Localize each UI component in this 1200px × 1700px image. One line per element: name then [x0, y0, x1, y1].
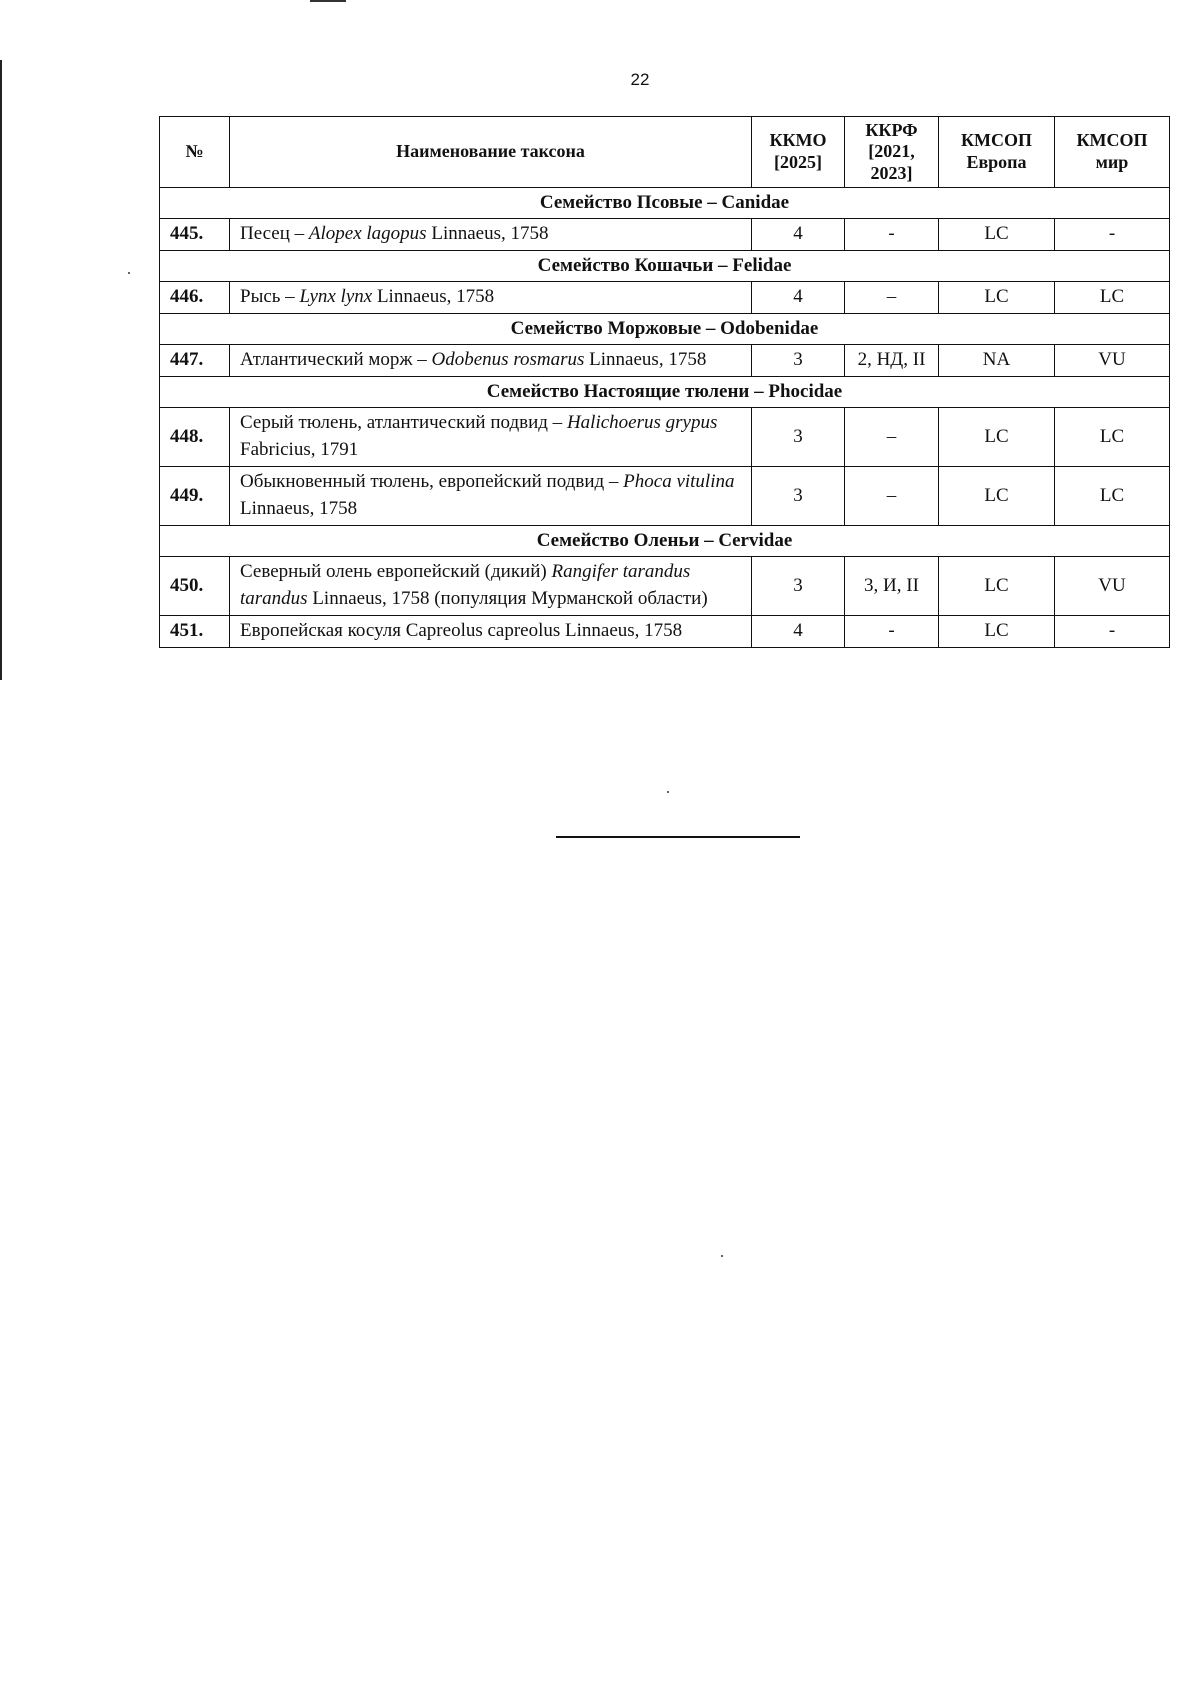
taxa-table-body [160, 188, 1170, 648]
kkrf-category: – [845, 281, 939, 313]
kkrf-category: - [845, 615, 939, 647]
kkrf-category: - [845, 219, 939, 251]
table-row [160, 344, 1170, 376]
family-heading: Семейство Оленьи – Cervidae [160, 525, 1170, 556]
iucn-world-status: VU [1055, 556, 1170, 615]
kkrf-category: 3, И, II [845, 556, 939, 615]
kkmo-category: 4 [752, 281, 845, 313]
family-row [160, 313, 1170, 344]
family-row [160, 250, 1170, 281]
name-text: Linnaeus, 1758 [372, 285, 495, 307]
header-iucn-world [1055, 117, 1170, 188]
iucn-europe-status: LC [939, 556, 1055, 615]
latin-binomial: Phoca vitulina [623, 470, 735, 492]
family-heading: Семейство Псовые – Canidae [160, 188, 1170, 219]
kkrf-category: – [845, 407, 939, 466]
header-kkmo-line1: ККМО [769, 130, 827, 151]
name-text: Европейская косуля Capreolus capreolus Linnaeus, 1758 [240, 619, 683, 641]
scan-speck [721, 1255, 723, 1257]
header-kkmo-line2: [2025] [774, 152, 822, 172]
latin-binomial: Alopex lagopus [308, 223, 427, 244]
family-row [160, 376, 1170, 407]
header-iucn-europe-line1: КМСОП [960, 130, 1033, 151]
table-row [160, 281, 1170, 313]
header-iucn-world-line2: мир [1095, 152, 1129, 172]
latin-binomial: Rangifer tarandus tarandus [240, 560, 691, 609]
family-row [160, 525, 1170, 556]
table-row [160, 466, 1170, 525]
taxon-name [230, 219, 752, 251]
row-number: 445. [160, 219, 230, 251]
taxon-name [230, 556, 752, 615]
iucn-world-status: - [1055, 219, 1170, 251]
iucn-europe-status: LC [939, 466, 1055, 525]
closing-rule [556, 836, 800, 838]
latin-binomial: Odobenus rosmarus [431, 348, 585, 370]
table-row [160, 219, 1170, 251]
header-iucn-europe-line2: Европа [966, 152, 1027, 172]
page-number: 22 [630, 70, 650, 89]
kkmo-category: 3 [752, 466, 845, 525]
table-row [160, 615, 1170, 647]
name-text: Северный олень европейский (дикий) [240, 560, 552, 582]
row-number: 447. [160, 344, 230, 376]
iucn-world-status: LC [1055, 407, 1170, 466]
kkmo-category: 4 [752, 219, 845, 251]
header-kkrf-line1: ККРФ [865, 119, 918, 140]
scan-speck [667, 791, 669, 793]
name-text: Рысь – [240, 285, 300, 307]
name-text: Обыкновенный тюлень, европейский подвид – [240, 470, 624, 492]
row-number: 448. [160, 407, 230, 466]
row-number: 446. [160, 281, 230, 313]
table-row [160, 556, 1170, 615]
name-text: Атлантический морж – [240, 348, 432, 370]
taxon-name [230, 281, 752, 313]
header-kkmo [752, 117, 845, 188]
table-row [160, 407, 1170, 466]
iucn-europe-status: NA [939, 344, 1055, 376]
top-scan-mark [310, 0, 346, 2]
row-number: 450. [160, 556, 230, 615]
header-iucn-world-line1: КМСОП [1076, 130, 1148, 151]
iucn-world-status: VU [1055, 344, 1170, 376]
family-heading: Семейство Настоящие тюлени – Phocidae [160, 376, 1170, 407]
taxon-name [230, 466, 752, 525]
family-row [160, 188, 1170, 219]
iucn-europe-status: LC [939, 219, 1055, 251]
header-kkrf-line2: [2021, [868, 141, 915, 162]
kkmo-category: 3 [752, 344, 845, 376]
iucn-world-status: LC [1055, 466, 1170, 525]
row-number: 451. [160, 615, 230, 647]
kkrf-category: – [845, 466, 939, 525]
name-text: Linnaeus, 1758 (популяция Мурманской области) [307, 587, 708, 609]
kkmo-category: 3 [752, 556, 845, 615]
header-num: № [160, 117, 230, 188]
name-text: Linnaeus, 1758 [240, 497, 358, 519]
taxon-name [230, 344, 752, 376]
row-number: 449. [160, 466, 230, 525]
family-heading: Семейство Моржовые – Odobenidae [160, 313, 1170, 344]
kkmo-category: 3 [752, 407, 845, 466]
name-text: Fabricius, 1791 [240, 438, 359, 460]
kkrf-category: 2, НД, II [845, 344, 939, 376]
name-text: Linnaeus, 1758 [426, 223, 549, 244]
name-text: Серый тюлень, атлантический подвид – [240, 411, 567, 433]
iucn-europe-status: LC [939, 281, 1055, 313]
left-margin-rule [0, 60, 2, 680]
taxa-table [159, 116, 1170, 648]
scan-speck [128, 272, 130, 274]
taxon-name [230, 615, 752, 647]
header-iucn-europe [939, 117, 1055, 188]
iucn-world-status: LC [1055, 281, 1170, 313]
table-header-row [160, 117, 1170, 188]
iucn-europe-status: LC [939, 407, 1055, 466]
name-text: Linnaeus, 1758 [584, 348, 707, 370]
name-text: Песец – [240, 223, 309, 244]
taxon-name [230, 407, 752, 466]
header-kkrf [845, 117, 939, 188]
iucn-europe-status: LC [939, 615, 1055, 647]
kkmo-category: 4 [752, 615, 845, 647]
header-kkrf-line3: 2023] [870, 162, 913, 183]
iucn-world-status: - [1055, 615, 1170, 647]
latin-binomial: Halichoerus grypus [566, 411, 718, 433]
latin-binomial: Lynx lynx [299, 285, 373, 307]
family-heading: Семейство Кошачьи – Felidae [160, 250, 1170, 281]
header-name: Наименование таксона [230, 117, 752, 188]
